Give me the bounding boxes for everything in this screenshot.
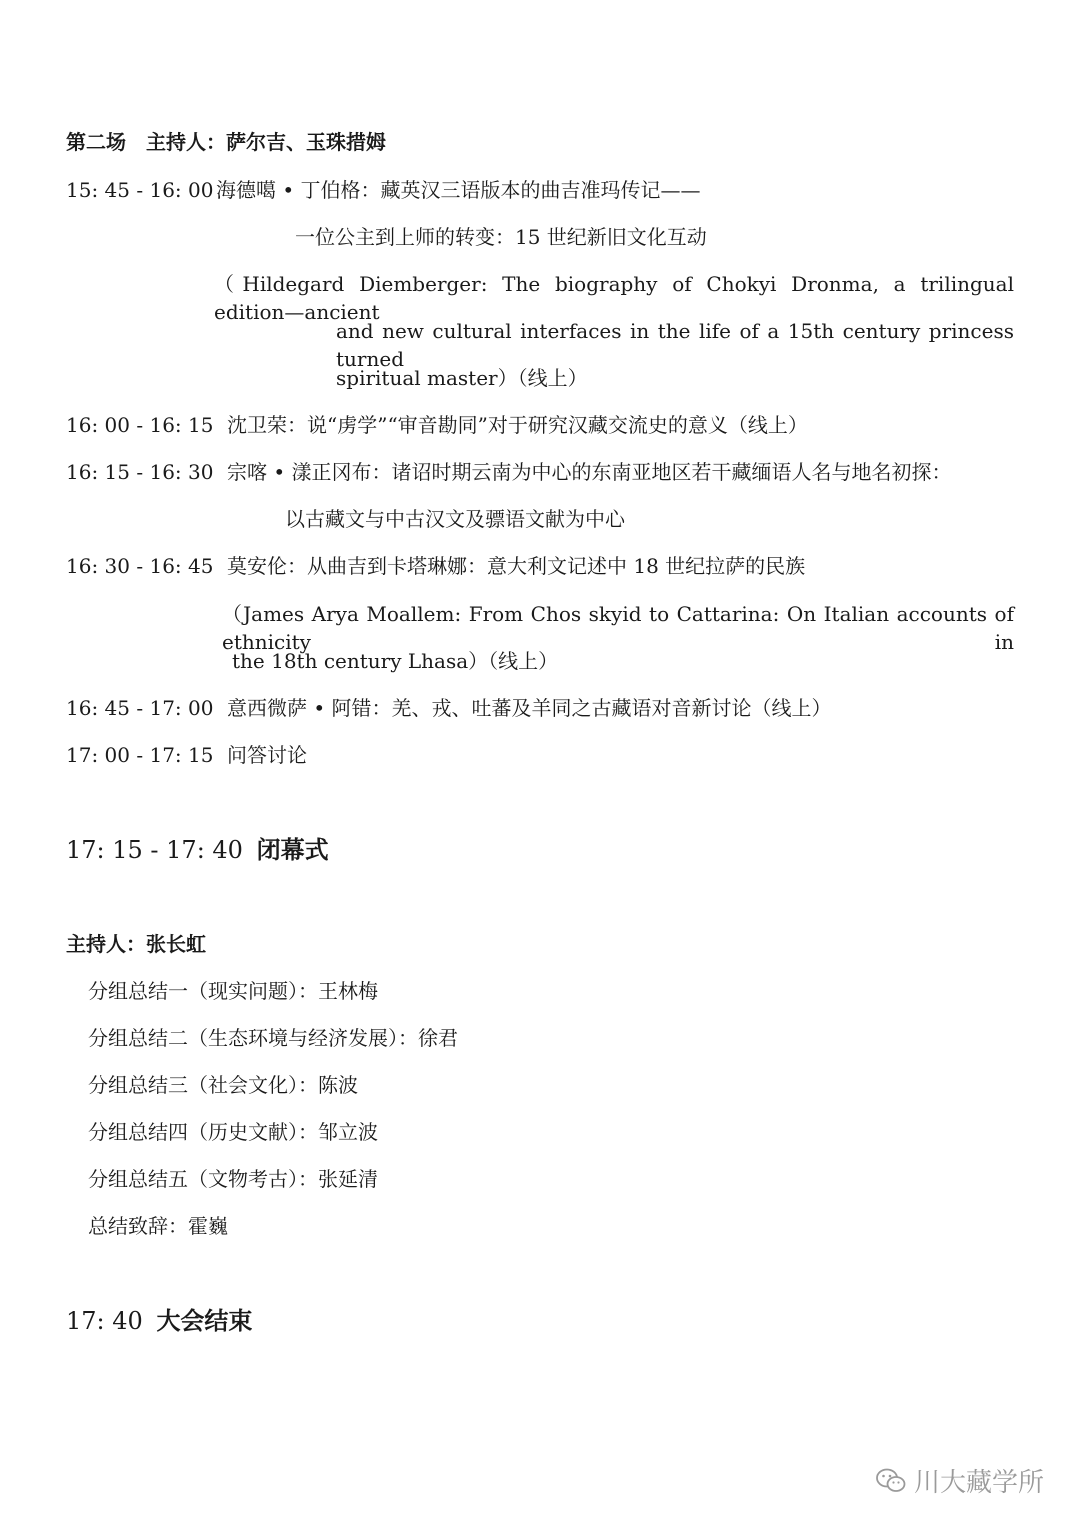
closing-host: 主持人：张长虹 — [66, 932, 206, 956]
schedule-time: 15: 45 - 16: 00 — [66, 178, 214, 202]
end-title: 大会结束 — [156, 1306, 253, 1335]
talk-title-zh: 宗喀 • 漾正冈布：诸诏时期云南为中心的东南亚地区若干藏缅语人名与地名初探： — [227, 460, 952, 484]
summary-item: 分组总结二（生态环境与经济发展）：徐君 — [88, 1026, 458, 1050]
schedule-time: 16: 00 - 16: 15 — [66, 413, 214, 437]
schedule-time: 16: 30 - 16: 45 — [66, 554, 214, 578]
watermark-text: 川大藏学所 — [913, 1468, 1044, 1498]
closing-time: 17: 15 - 17: 40 — [66, 836, 243, 864]
talk-title-zh: 问答讨论 — [227, 743, 307, 767]
talk-title-en-cont: and new cultural interfaces in the life of a 15th century princess turned — [336, 319, 1014, 371]
talk-title-zh-cont: 以古藏文与中古汉文及骠语文献为中心 — [285, 507, 625, 531]
end-time: 17: 40 — [66, 1307, 143, 1335]
summary-item: 分组总结五（文物考古）：张延清 — [88, 1167, 378, 1191]
talk-title-zh-cont: 一位公主到上师的转变：15 世纪新旧文化互动 — [295, 225, 707, 249]
end-heading — [66, 1305, 252, 1337]
talk-title-en: （James Arya Moallem: From Chos skyid to Cattarina: On Italian accounts of ethnicity in — [222, 602, 1014, 654]
summary-item: 分组总结四（历史文献）：邹立波 — [88, 1120, 378, 1144]
talk-title-zh: 沈卫荣：说“虏学”“审音勘同”对于研究汉藏交流史的意义（线上） — [227, 413, 808, 437]
schedule-time: 17: 00 - 17: 15 — [66, 743, 214, 767]
summary-item: 分组总结三（社会文化）：陈波 — [88, 1073, 358, 1097]
closing-title: 闭幕式 — [256, 835, 329, 864]
schedule-time: 16: 45 - 17: 00 — [66, 696, 214, 720]
talk-title-zh: 意西微萨 • 阿错：羌、戎、吐蕃及羊同之古藏语对音新讨论（线上） — [227, 696, 832, 720]
talk-title-zh: 莫安伦：从曲吉到卡塔琳娜：意大利文记述中 18 世纪拉萨的民族 — [227, 554, 806, 578]
talk-title-en-cont: spiritual master）（线上） — [336, 366, 588, 390]
schedule-time: 16: 15 - 16: 30 — [66, 460, 214, 484]
watermark — [876, 1462, 1044, 1499]
summary-item: 分组总结一（现实问题）：王林梅 — [88, 979, 378, 1003]
summary-item: 总结致辞：霍巍 — [88, 1214, 228, 1238]
closing-heading — [66, 834, 329, 866]
session-heading: 第二场 主持人：萨尔吉、玉珠措姆 — [66, 130, 386, 154]
wechat-icon — [876, 1468, 906, 1494]
talk-title-en: （Hildegard Diemberger: The biography of Chokyi Dronma, a trilingual edition—ancient — [214, 272, 1014, 324]
talk-title-en-cont: the 18th century Lhasa）（线上） — [232, 649, 559, 673]
talk-title-zh: 海德噶 • 丁伯格：藏英汉三语版本的曲吉准玛传记—— — [216, 178, 701, 202]
